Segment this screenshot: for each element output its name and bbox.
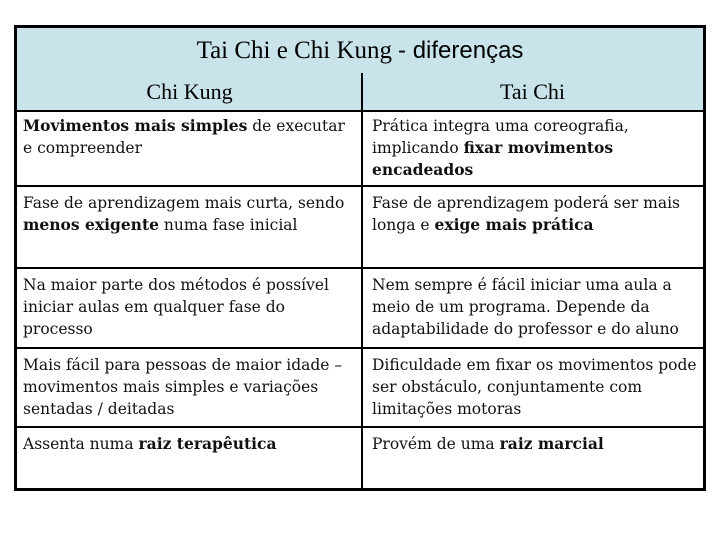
table-row [17,110,703,187]
cell-chi-kung [17,269,362,347]
cell-chi-kung [17,349,362,426]
cell-text: Nem sempre é fácil iniciar uma aula a meio de um programa. Depende da adaptabilidade do professor e do aluno [372,276,679,338]
cell-text: de executar e compreender [23,117,345,157]
cell-tai-chi [362,110,703,185]
bold-text: raiz marcial [499,434,604,453]
table-title: Tai Chi e Chi Kung [196,36,393,64]
cell-text: Na maior parte dos métodos é possível iniciar aulas em qualquer fase do processo [23,276,330,338]
table-title-row [17,28,703,75]
bold-text: menos exigente [23,215,159,234]
cell-text: Assenta numa [23,435,139,453]
cell-text: Fase de aprendizagem mais curta, sendo [23,194,345,212]
bold-text: fixar movimentos encadeados [372,138,614,179]
table-row [17,428,703,488]
cell-text: Fase de aprendizagem poderá ser mais longa e [372,194,680,234]
bold-text: Movimentos mais simples [23,116,248,135]
bold-text: exige mais prática [434,215,594,234]
column-header-chi-kung: Chi Kung [146,78,233,104]
cell-tai-chi [362,187,703,267]
cell-text: Prática integra uma coreografia, implicando [372,117,629,157]
cell-chi-kung [17,428,362,488]
cell-text: Mais fácil para pessoas de maior idade – movimentos mais simples e variações sentadas / deitadas [23,356,343,418]
cell-tai-chi [362,428,703,488]
column-header-tai-chi: Tai Chi [499,78,566,104]
table-row [17,187,703,269]
cell-chi-kung [17,187,362,267]
table-row [17,269,703,349]
cell-text: numa fase inicial [158,216,298,234]
table-subtitle: - diferenças [398,36,524,64]
column-header-row [17,73,703,112]
cell-tai-chi [362,349,703,426]
cell-chi-kung [17,110,362,185]
cell-tai-chi [362,269,703,347]
cell-text: Dificuldade em fixar os movimentos pode ser obstáculo, conjuntamente com limitações motoras [372,356,697,418]
bold-text: raiz terapêutica [138,434,277,453]
cell-text: Provém de uma [372,435,500,453]
comparison-table [14,25,706,491]
table-row [17,349,703,428]
